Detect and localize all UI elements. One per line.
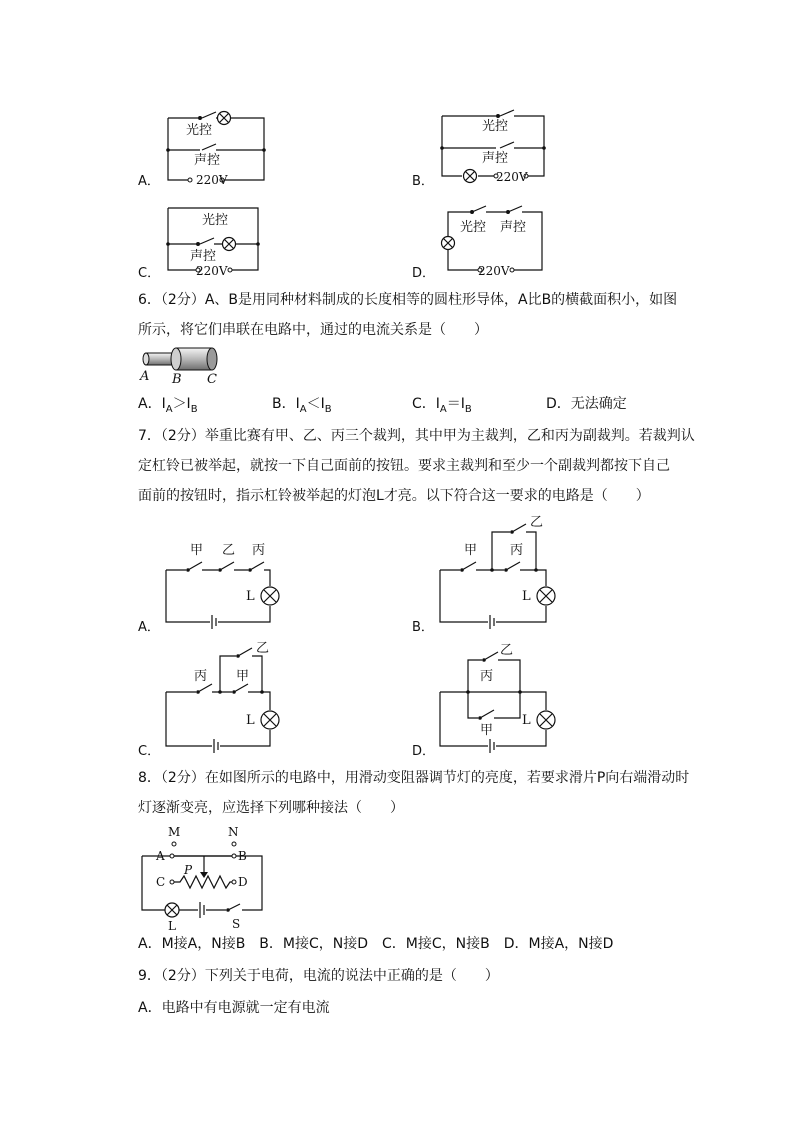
- q8-label-p: P: [184, 863, 193, 877]
- q7c-label-bing: 丙: [194, 669, 208, 684]
- q6-conductor-figure: [138, 344, 228, 386]
- q5a-sound-label: 声控: [194, 153, 221, 168]
- q8-rheostat-circuit: [138, 822, 268, 934]
- q8-label-b: B: [238, 849, 247, 863]
- q8-label-c: C: [156, 875, 166, 889]
- q7-circuit-a: [160, 536, 290, 636]
- q5-option-a-letter: A．: [138, 174, 160, 189]
- q7c-label-lamp: L: [246, 713, 255, 728]
- q8-label-a: A: [156, 849, 165, 863]
- q5d-sound-label: 声控: [500, 220, 527, 235]
- q5-option-d-letter: D．: [412, 266, 436, 281]
- q5b-voltage-label: 220V: [496, 170, 528, 184]
- q7d-label-lamp: L: [522, 713, 531, 728]
- q5a-voltage-label: 220V: [196, 173, 228, 184]
- q7-option-c-letter: C．: [138, 744, 161, 759]
- q5-circuit-c: [160, 200, 270, 278]
- q6-option-d[interactable]: D．无法确定: [546, 396, 627, 412]
- q8-label-s: S: [232, 917, 241, 931]
- q5b-sound-label: 声控: [482, 151, 509, 166]
- q7-stem-line3: 面前的按钮时，指示杠铃被举起的灯泡L才亮。以下符合这一要求的电路是（ ）: [138, 488, 650, 504]
- q8-stem-line2: 灯逐渐变亮，应选择下列哪种接法（ ）: [138, 800, 404, 816]
- q7b-label-lamp: L: [522, 589, 531, 604]
- q7-circuit-c: [160, 636, 290, 760]
- q7-option-a-letter: A．: [138, 620, 160, 635]
- q7a-label-bing: 丙: [252, 543, 266, 558]
- q7-circuit-d: [434, 636, 564, 760]
- q5-circuit-d: [434, 200, 550, 278]
- q8-label-l: L: [168, 919, 176, 933]
- q5-circuit-b: [434, 104, 550, 184]
- q6-option-a[interactable]: A．$I_A>I_B$: [138, 396, 198, 415]
- q7-circuit-b: [434, 510, 564, 636]
- q6-stem-line1: 6．（2分）A、B是用同种材料制成的长度相等的圆柱形导体，A比B的横截面积小，如图: [138, 292, 678, 308]
- q7d-label-yi: 乙: [500, 643, 514, 658]
- q7-option-b-letter: B．: [412, 620, 434, 635]
- q5-circuit-a: [160, 104, 270, 184]
- q8-label-m: M: [168, 825, 181, 839]
- q6-label-c: C: [207, 372, 217, 386]
- q7b-label-jia: 甲: [464, 543, 478, 558]
- q7b-label-yi: 乙: [530, 515, 544, 530]
- q9-option-a[interactable]: A．电路中有电源就一定有电流: [138, 1000, 330, 1016]
- q6-option-c[interactable]: C．$I_A=I_B$: [412, 396, 472, 415]
- q6-stem-line2: 所示，将它们串联在电路中，通过的电流关系是（ ）: [138, 322, 488, 338]
- q6-label-a: A: [140, 369, 150, 384]
- q5b-light-label: 光控: [482, 119, 509, 134]
- q7d-label-bing: 丙: [480, 669, 494, 684]
- q7a-label-lamp: L: [246, 589, 255, 604]
- q5d-light-label: 光控: [460, 220, 487, 235]
- q7-stem-line2: 定杠铃已被举起，就按一下自己面前的按钮。要求主裁判和至少一个副裁判都按下自己: [138, 458, 670, 474]
- q5a-light-label: 光控: [186, 123, 213, 138]
- q8-label-n: N: [228, 825, 239, 839]
- q8-options[interactable]: A．M接A，N接B B．M接C，N接D C．M接C，N接B D．M接A，N接D: [138, 936, 614, 952]
- q7d-label-jia: 甲: [480, 723, 494, 738]
- q8-label-d: D: [238, 875, 248, 889]
- q7a-label-jia: 甲: [190, 543, 204, 558]
- q9-stem: 9．（2分）下列关于电荷，电流的说法中正确的是（ ）: [138, 968, 499, 984]
- q5c-sound-label: 声控: [190, 249, 217, 264]
- q5d-voltage-label: 220V: [478, 264, 510, 278]
- q7a-label-yi: 乙: [222, 543, 236, 558]
- q5c-light-label: 光控: [202, 213, 229, 228]
- q8-stem-line1: 8．（2分）在如图所示的电路中，用滑动变阻器调节灯的亮度，若要求滑片P向右端滑动时: [138, 770, 690, 786]
- q5-option-c-letter: C．: [138, 266, 161, 281]
- q7c-label-jia: 甲: [236, 669, 250, 684]
- q7-stem-line1: 7．（2分）举重比赛有甲、乙、丙三个裁判，其中甲为主裁判，乙和丙为副裁判。若裁判认: [138, 428, 695, 444]
- q6-option-b[interactable]: B．$I_A<I_B$: [272, 396, 332, 415]
- q5-option-b-letter: B．: [412, 174, 434, 189]
- q5c-voltage-label: 220V: [196, 264, 228, 278]
- q7b-label-bing: 丙: [510, 543, 524, 558]
- q7c-label-yi: 乙: [256, 641, 270, 656]
- q7-option-d-letter: D．: [412, 744, 436, 759]
- q6-label-b: B: [172, 372, 182, 386]
